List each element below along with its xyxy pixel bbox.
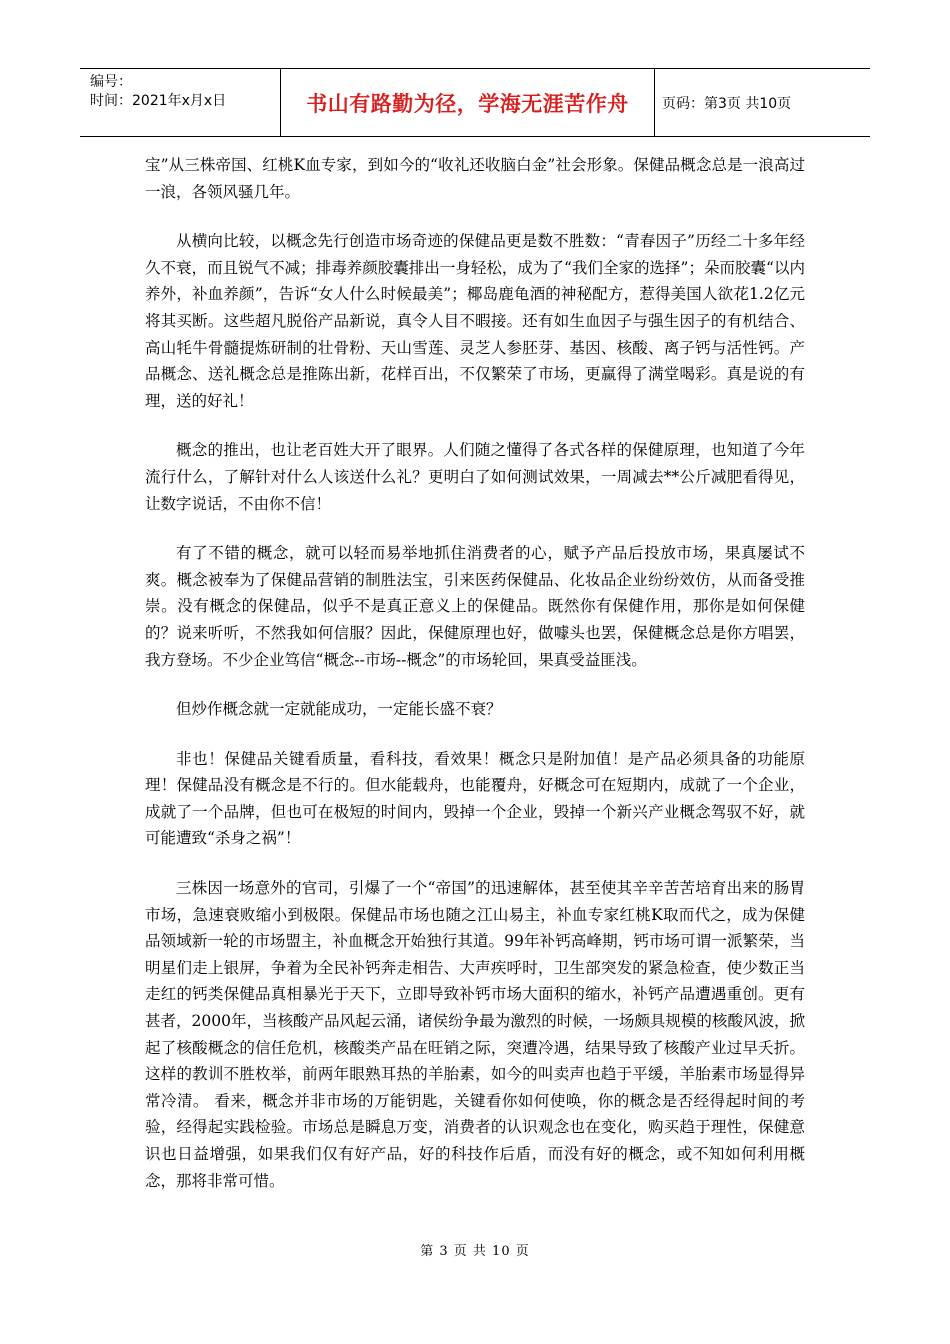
footer-page-number: 第 3 页 共 10 页 bbox=[420, 1244, 530, 1259]
body-text bbox=[145, 152, 805, 1217]
page-header bbox=[80, 68, 870, 137]
paragraph: 非也！保健品关键看质量，看科技，看效果！概念只是附加值！是产品必须具备的功能原理！保健品没有概念是不行的。但水能载舟，也能覆舟，好概念可在短期内，成就了一个企业，成就了一个品牌，但也可在极短的时间内，毁掉一个企业，毁掉一个新兴产业概念驾驭不好，就可能遭致“杀身之祸”！ bbox=[145, 749, 805, 848]
paragraph: 从横向比较，以概念先行创造市场奇迹的保健品更是数不胜数：“青春因子”历经二十多年经久不衰，而且锐气不减；排毒养颜胶囊排出一身轻松，成为了“我们全家的选择”；朵而胶囊“以内养外，补血养颜”，告诉“女人什么时候最美”；椰岛鹿龟酒的神秘配方，惹得美国人欲花1.2亿元将其买断。这些超凡脱俗产品新说，真令人目不暇接。还有如生血因子与强生因子的有机结合、高山牦牛骨髓提炼研制的壮骨粉、天山雪莲、灵芝人参胚芽、基因、核酸、离子钙与活性钙。产品概念、送礼概念总是推陈出新，花样百出，不仅繁荣了市场，更赢得了满堂喝彩。真是说的有理，送的好礼！ bbox=[145, 232, 805, 410]
header-motto-cell bbox=[281, 69, 655, 136]
paragraph: 概念的推出，也让老百姓大开了眼界。人们随之懂得了各式各样的保健原理，也知道了今年流行什么，了解针对什么人该送什么礼？更明白了如何测试效果，一周减去**公斤减肥看得见，让数字说话，不由你不信！ bbox=[145, 441, 805, 513]
header-meta bbox=[80, 69, 281, 136]
paragraph: 有了不错的概念，就可以轻而易举地抓住消费者的心，赋予产品后投放市场，果真屡试不爽。概念被奉为了保健品营销的制胜法宝，引来医药保健品、化妆品企业纷纷效仿，从而备受推崇。没有概念的保健品，似乎不是真正意义上的保健品。既然你有保健作用，那你是如何保健的？说来听听，不然我如何信服？因此，保健原理也好，做噱头也罢，保健概念总是你方唱罢，我方登场。不少企业笃信“概念--市场--概念”的市场轮回，果真受益匪浅。 bbox=[145, 544, 805, 669]
document-time-label: 时间：2021年x月x日 bbox=[90, 93, 227, 109]
header-page-number: 页码：第3页 共10页 bbox=[662, 95, 792, 112]
paragraph: 三株因一场意外的官司，引爆了一个“帝国”的迅速解体，甚至使其辛辛苦苦培育出来的肠胃市场，急速衰败缩小到极限。保健品市场也随之江山易主，补血专家红桃K取而代之，成为保健品领域新一轮的市场盟主，补血概念开始独行其道。99年补钙高峰期，钙市场可谓一派繁荣，当明星们走上银屏，争着为全民补钙奔走相告、大声疾呼时，卫生部突发的紧急检查，使少数正当走红的钙类保健品真相暴光于天下，立即导致补钙市场大面积的缩水，补钙产品遭遇重创。更有甚者，2000年，当核酸产品风起云涌，诸侯纷争最为激烈的时候，一场颇具规模的核酸风波，掀起了核酸概念的信任危机，核酸类产品在旺销之际，突遭冷遇，结果导致了核酸产业过早夭折。这样的教训不胜枚举，前两年眼熟耳热的羊胎素，如今的叫卖声也趋于平缓，羊胎素市场显得异常冷清。 看来，概念并非市场的万能钥匙，关键看你如何使唤，你的概念是否经得起时间的考验，经得起实践检验。市场总是瞬息万变，消费者的认识观念也在变化，购买趋于理性，保健意识也日益增强，如果我们仅有好产品，好的科技作后盾，而没有好的概念，或不知如何利用概念，那将非常可惜。 bbox=[145, 879, 805, 1190]
page-footer bbox=[0, 1240, 950, 1259]
paragraph: 宝”从三株帝国、红桃K血专家，到如今的“收礼还收脑白金”社会形象。保健品概念总是一浪高过一浪，各领风骚几年。 bbox=[145, 156, 805, 201]
header-motto: 书山有路勤为径，学海无涯苦作舟 bbox=[306, 91, 629, 116]
header-page-info bbox=[655, 69, 870, 136]
document-number-label: 编号： bbox=[90, 74, 132, 90]
paragraph: 但炒作概念就一定就能成功，一定能长盛不衰？ bbox=[176, 700, 502, 719]
